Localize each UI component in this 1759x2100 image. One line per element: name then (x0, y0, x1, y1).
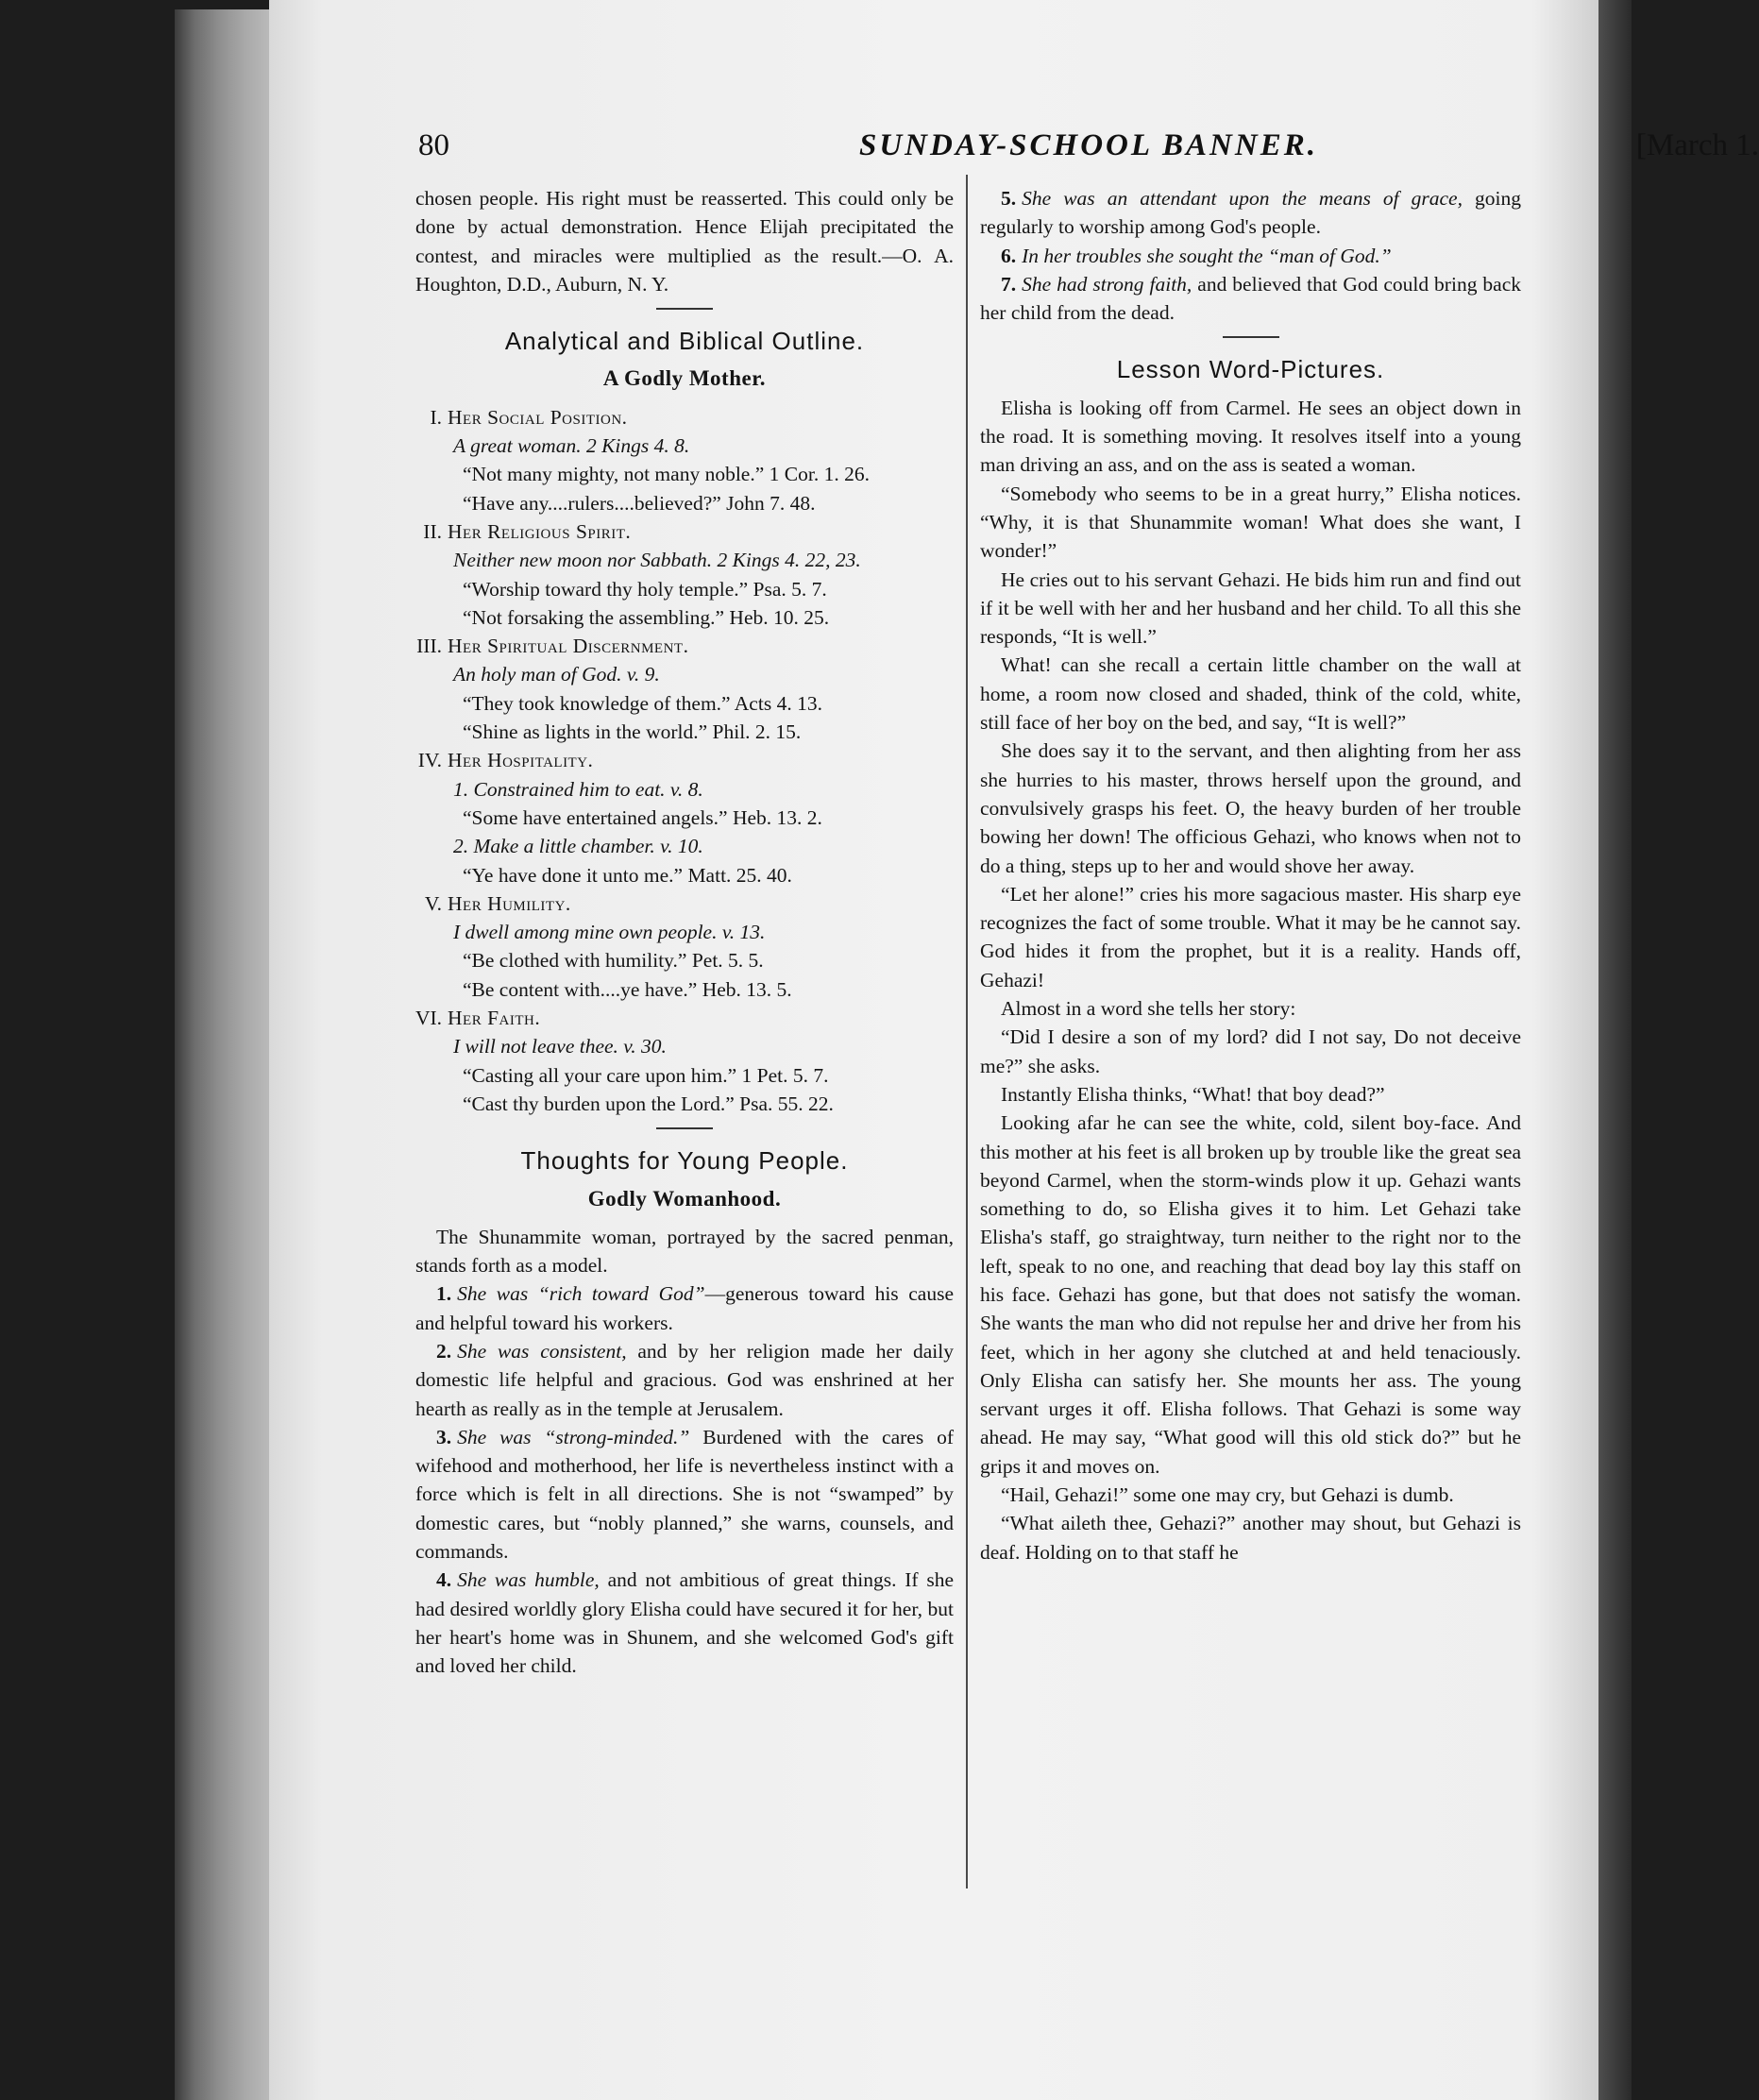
outline-quote: “Casting all your care upon him.” 1 Pet. 5. 7. (463, 1063, 829, 1087)
thought-item: 7. She had strong faith, and believed that God could bring back her child from the dead. (980, 272, 1522, 325)
thoughts-intro: The Shunammite woman, portrayed by the sacred penman, stands forth as a model. (415, 1225, 954, 1278)
lesson-paragraph: “Hail, Gehazi!” some one may cry, but Gehazi is dumb. (1001, 1483, 1454, 1507)
lesson-paragraph: “Did I desire a son of my lord? did I not say, Do not deceive me?” she asks. (980, 1025, 1521, 1077)
outline-quote: “Have any....rulers....believed?” John 7. 48. (463, 491, 816, 515)
thought-item: 2. She was consistent, and by her religion made her daily domestic life helpful and gracious. God was enshrined at her hearth as really as in the temple at Jerusalem. (415, 1339, 954, 1420)
outline-reference: I dwell among mine own people. v. 13. (453, 921, 766, 944)
thoughts-subtitle: Godly Womanhood. (587, 1186, 782, 1211)
outline-quote: “Shine as lights in the world.” Phil. 2. 15. (463, 720, 802, 744)
thoughts-title: Thoughts for Young People. (520, 1146, 849, 1176)
outline-title: Analytical and Biblical Outline. (504, 327, 865, 356)
left-column (415, 184, 954, 1681)
outline-reference: Neither new moon nor Sabbath. 2 Kings 4. 22, 23. (453, 549, 861, 572)
section-rule (1223, 336, 1279, 338)
section-rule (656, 1127, 713, 1129)
thought-item: 6. In her troubles she sought the “man of God.” (1001, 244, 1392, 267)
page-header (418, 123, 1759, 179)
lesson-paragraph: What! can she recall a certain little chamber on the wall at home, a room now closed and shaded, think of the cold, white, still face of her boy on the bed, and say, “It is well?” (980, 653, 1521, 735)
book-page (269, 0, 1759, 2100)
outline-quote: “Cast thy burden upon the Lord.” Psa. 55. 22. (463, 1092, 834, 1115)
outline-heading: II. Her Religious Spirit. (423, 519, 632, 543)
lesson-paragraph: “Somebody who seems to be in a great hurry,” Elisha notices. “Why, it is that Shunammite woman! What does she want, I wonder!” (980, 482, 1521, 563)
lesson-paragraph: Elisha is looking off from Carmel. He sees an object down in the road. It is something moving. It resolves itself into a young man driving an ass, and on the ass is seated a woman. (980, 396, 1521, 477)
outline-reference: I will not leave thee. v. 30. (453, 1035, 667, 1058)
outline-quote: “Ye have done it unto me.” Matt. 25. 40. (463, 863, 792, 887)
running-title: SUNDAY-SCHOOL BANNER. (859, 128, 1318, 162)
outline-reference: 1. Constrained him to eat. v. 8. (453, 777, 703, 801)
outline-list (415, 403, 954, 1118)
outline-quote: “Some have entertained angels.” Heb. 13. 2. (463, 805, 822, 829)
outline-quote: “Worship toward thy holy temple.” Psa. 5. 7. (463, 577, 827, 601)
thought-item: 4. She was humble, and not ambitious of great things. If she had desired worldly glory Elisha could have secured it for her, but her heart's home was in Shunem, and she welcomed God's gift and loved her child. (415, 1568, 954, 1678)
thought-item: 5. She was an attendant upon the means of grace, going regularly to worship among God's people. (980, 187, 1521, 239)
outline-heading: IV. Her Hospitality. (417, 749, 594, 772)
issue-date: [March 1. (1635, 128, 1759, 162)
outline-heading: III. Her Spiritual Discernment. (416, 635, 689, 658)
outline-subtitle: A Godly Mother. (602, 366, 767, 391)
outline-reference: A great woman. 2 Kings 4. 8. (453, 434, 690, 458)
lesson-paragraph: Almost in a word she tells her story: (1001, 997, 1296, 1021)
outline-quote: “Not many mighty, not many noble.” 1 Cor. 1. 26. (463, 463, 870, 486)
outline-heading: I. Her Social Position. (430, 405, 628, 429)
section-rule (656, 308, 713, 310)
outline-heading: V. Her Humility. (424, 891, 571, 915)
lesson-paragraph: “Let her alone!” cries his more sagacious master. His sharp eye recognizes the fact of some trouble. What it may be he cannot say. God hides it from the prophet, but it is a reality. Hands off, Gehazi! (980, 882, 1521, 991)
intro-paragraph: chosen people. His right must be reasserted. This could only be done by actual demonstration. Hence Elijah precipitated the contest, and miracles were multiplied as the result.—O. A. Houghton, D.D., Auburn, N. Y. (415, 187, 954, 296)
lesson-paragraph: She does say it to the servant, and then alighting from her ass she hurries to his master, throws herself upon the ground, and convulsively grasps his feet. O, the heavy burden of her trouble bowing her down! The officious Gehazi, who knows when not to do a thing, steps up to her and would shove her away. (980, 739, 1521, 877)
lesson-paragraph: Instantly Elisha thinks, “What! that boy dead?” (1001, 1082, 1385, 1106)
outline-quote: “Be clothed with humility.” Pet. 5. 5. (463, 949, 764, 973)
lesson-paragraph: “What aileth thee, Gehazi?” another may shout, but Gehazi is deaf. Holding on to that staff he (980, 1512, 1521, 1564)
outline-quote: “Be content with....ye have.” Heb. 13. 5. (463, 977, 792, 1001)
right-column (980, 184, 1521, 1567)
lesson-title: Lesson Word-Pictures. (1116, 355, 1385, 384)
outline-reference: An holy man of God. v. 9. (453, 663, 660, 686)
outline-quote: “Not forsaking the assembling.” Heb. 10. 25. (463, 605, 830, 629)
thought-item: 1. She was “rich toward God”—generous toward his cause and helpful toward his workers. (415, 1282, 954, 1334)
book-page-edges (175, 9, 274, 2100)
lesson-paragraph: He cries out to his servant Gehazi. He bids him run and find out if it be well with her and her husband and her child. To all this she responds, “It is well.” (980, 567, 1521, 649)
outline-reference: 2. Make a little chamber. v. 10. (453, 835, 703, 858)
outline-heading: VI. Her Faith. (415, 1007, 541, 1030)
thought-item: 3. She was “strong-minded.” Burdened with the cares of wifehood and motherhood, her life is nevertheless instinct with a force which is felt in all directions. She is not “swamped” by domestic cares, but “nobly planned,” she warns, counsels, and commands. (415, 1425, 955, 1564)
lesson-paragraph: Looking afar he can see the white, cold, silent boy-face. And this mother at his feet is all broken up by trouble like the great sea beyond Carmel, when the storm-winds plow it up. Gehazi wants something to do, so Elisha gives it to him. Let Gehazi take Elisha's staff, go straightway, turn neither to the right nor to the left, speak to no one, and reaching that dead boy lay this staff on his face. Gehazi has gone, but that does not satisfy the woman. She wants the man who did not repulse her and drive her from his feet, which in her agony she clutched at and held tenaciously. Only Elisha can satisfy her. She mounts her ass. The young servant urges it off. Elisha follows. That Gehazi is some way ahead. He may say, “What good will this old stick do?” but he grips it and moves on. (980, 1111, 1521, 1478)
outline-quote: “They took knowledge of them.” Acts 4. 13. (463, 691, 822, 715)
page-number: 80 (418, 128, 449, 162)
column-divider (966, 175, 968, 1888)
